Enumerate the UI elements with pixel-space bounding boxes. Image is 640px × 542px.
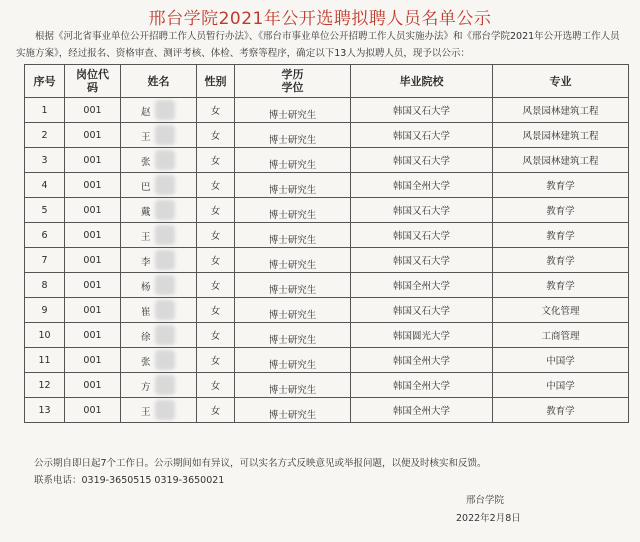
cell-post: 001 xyxy=(65,348,121,373)
cell-post: 001 xyxy=(65,323,121,348)
cell-major: 中国学 xyxy=(493,373,629,398)
intro-paragraph xyxy=(16,28,628,62)
cell-major: 文化管理 xyxy=(493,298,629,323)
cell-school: 韩国圆光大学 xyxy=(351,323,493,348)
redaction-blur xyxy=(155,200,175,220)
cell-gender: 女 xyxy=(197,148,235,173)
cell-edu xyxy=(235,298,351,323)
cell-name xyxy=(121,398,197,423)
table-row xyxy=(25,323,629,348)
cell-edu xyxy=(235,148,351,173)
cell-edu xyxy=(235,273,351,298)
cell-major: 教育学 xyxy=(493,398,629,423)
cell-gender: 女 xyxy=(197,348,235,373)
redaction-blur xyxy=(155,325,175,345)
table-row xyxy=(25,173,629,198)
cell-no: 13 xyxy=(25,398,65,423)
cell-major: 教育学 xyxy=(493,273,629,298)
cell-no: 12 xyxy=(25,373,65,398)
cell-edu xyxy=(235,98,351,123)
edu-text: 博士研究生 xyxy=(268,110,317,121)
footer-contact: 联系电话：0319-3650515 0319-3650021 xyxy=(34,475,225,486)
cell-name xyxy=(121,298,197,323)
edu-text: 博士研究生 xyxy=(268,160,317,171)
cell-major: 教育学 xyxy=(493,223,629,248)
cell-post: 001 xyxy=(65,198,121,223)
header-school: 毕业院校 xyxy=(351,65,493,98)
cell-school: 韩国全州大学 xyxy=(351,398,493,423)
name-text: 李 xyxy=(141,257,151,268)
cell-edu xyxy=(235,173,351,198)
edu-text: 博士研究生 xyxy=(268,260,317,271)
cell-gender: 女 xyxy=(197,273,235,298)
name-text: 戴 xyxy=(141,207,151,218)
cell-name xyxy=(121,123,197,148)
table-row xyxy=(25,273,629,298)
cell-gender: 女 xyxy=(197,298,235,323)
cell-post: 001 xyxy=(65,98,121,123)
edu-text: 博士研究生 xyxy=(268,210,317,221)
name-text: 王 xyxy=(141,132,151,143)
edu-text: 博士研究生 xyxy=(268,285,317,296)
cell-gender: 女 xyxy=(197,98,235,123)
redaction-blur xyxy=(155,300,175,320)
name-text: 杨 xyxy=(141,282,151,293)
name-text: 王 xyxy=(141,407,151,418)
cell-edu xyxy=(235,223,351,248)
redaction-blur xyxy=(155,150,175,170)
name-text: 崔 xyxy=(141,307,151,318)
cell-name xyxy=(121,223,197,248)
table-row xyxy=(25,398,629,423)
cell-no: 2 xyxy=(25,123,65,148)
edu-text: 博士研究生 xyxy=(268,235,317,246)
table-row xyxy=(25,123,629,148)
cell-no: 5 xyxy=(25,198,65,223)
edu-text: 博士研究生 xyxy=(268,335,317,346)
cell-post: 001 xyxy=(65,123,121,148)
cell-edu xyxy=(235,373,351,398)
redaction-blur xyxy=(155,100,175,120)
redaction-blur xyxy=(155,350,175,370)
cell-post: 001 xyxy=(65,173,121,198)
cell-edu xyxy=(235,398,351,423)
cell-post: 001 xyxy=(65,248,121,273)
cell-gender: 女 xyxy=(197,198,235,223)
header-name: 姓名 xyxy=(121,65,197,98)
edu-text: 博士研究生 xyxy=(268,185,317,196)
footer-period: 公示期自即日起7个工作日。公示期间如有异议，可以实名方式反映意见或举报问题，以便及时核实和反馈。 xyxy=(34,458,487,469)
candidate-table xyxy=(24,64,629,423)
cell-edu xyxy=(235,348,351,373)
name-text: 徐 xyxy=(141,332,151,343)
cell-no: 4 xyxy=(25,173,65,198)
cell-edu xyxy=(235,323,351,348)
cell-no: 3 xyxy=(25,148,65,173)
cell-major: 工商管理 xyxy=(493,323,629,348)
cell-post: 001 xyxy=(65,273,121,298)
cell-school: 韩国又石大学 xyxy=(351,248,493,273)
header-gender: 性别 xyxy=(197,65,235,98)
cell-gender: 女 xyxy=(197,323,235,348)
name-text: 王 xyxy=(141,232,151,243)
table-row xyxy=(25,198,629,223)
cell-school: 韩国全州大学 xyxy=(351,173,493,198)
edu-text: 博士研究生 xyxy=(268,310,317,321)
redaction-blur xyxy=(155,400,175,420)
edu-text: 博士研究生 xyxy=(268,135,317,146)
redaction-blur xyxy=(155,375,175,395)
cell-edu xyxy=(235,248,351,273)
cell-post: 001 xyxy=(65,373,121,398)
cell-major: 教育学 xyxy=(493,248,629,273)
header-no: 序号 xyxy=(25,65,65,98)
cell-major: 中国学 xyxy=(493,348,629,373)
cell-name xyxy=(121,148,197,173)
table-row xyxy=(25,298,629,323)
cell-name xyxy=(121,323,197,348)
table-row xyxy=(25,223,629,248)
cell-gender: 女 xyxy=(197,248,235,273)
cell-school: 韩国全州大学 xyxy=(351,348,493,373)
cell-post: 001 xyxy=(65,398,121,423)
cell-post: 001 xyxy=(65,298,121,323)
cell-school: 韩国又石大学 xyxy=(351,148,493,173)
redaction-blur xyxy=(155,175,175,195)
cell-gender: 女 xyxy=(197,398,235,423)
redaction-blur xyxy=(155,250,175,270)
header-major: 专业 xyxy=(493,65,629,98)
cell-name xyxy=(121,273,197,298)
cell-name xyxy=(121,198,197,223)
redaction-blur xyxy=(155,275,175,295)
header-post: 岗位代码 xyxy=(65,65,121,98)
cell-no: 11 xyxy=(25,348,65,373)
cell-name xyxy=(121,98,197,123)
cell-post: 001 xyxy=(65,223,121,248)
cell-major: 风景园林建筑工程 xyxy=(493,98,629,123)
cell-school: 韩国全州大学 xyxy=(351,373,493,398)
page-title: 邢台学院2021年公开选聘拟聘人员名单公示 xyxy=(148,9,492,29)
cell-no: 1 xyxy=(25,98,65,123)
cell-no: 6 xyxy=(25,223,65,248)
name-text: 张 xyxy=(141,157,151,168)
cell-major: 教育学 xyxy=(493,198,629,223)
cell-gender: 女 xyxy=(197,173,235,198)
cell-no: 8 xyxy=(25,273,65,298)
cell-no: 7 xyxy=(25,248,65,273)
cell-major: 教育学 xyxy=(493,173,629,198)
name-text: 方 xyxy=(141,382,151,393)
cell-major: 风景园林建筑工程 xyxy=(493,123,629,148)
cell-post: 001 xyxy=(65,148,121,173)
name-text: 巴 xyxy=(141,182,151,193)
cell-name xyxy=(121,348,197,373)
cell-edu xyxy=(235,198,351,223)
cell-school: 韩国全州大学 xyxy=(351,273,493,298)
table-header-row xyxy=(25,65,629,98)
signature-date: 2022年2月8日 xyxy=(456,513,521,524)
redaction-blur xyxy=(155,125,175,145)
cell-no: 9 xyxy=(25,298,65,323)
cell-school: 韩国又石大学 xyxy=(351,198,493,223)
cell-name xyxy=(121,248,197,273)
cell-school: 韩国又石大学 xyxy=(351,223,493,248)
table-row xyxy=(25,348,629,373)
redaction-blur xyxy=(155,225,175,245)
name-text: 赵 xyxy=(141,107,151,118)
cell-gender: 女 xyxy=(197,223,235,248)
edu-text: 博士研究生 xyxy=(268,410,317,421)
header-edu: 学历学位 xyxy=(235,65,351,98)
footer-notes xyxy=(34,455,624,489)
table-row xyxy=(25,148,629,173)
cell-school: 韩国又石大学 xyxy=(351,98,493,123)
edu-text: 博士研究生 xyxy=(268,385,317,396)
signature-org: 邢台学院 xyxy=(466,495,505,506)
intro-text: 根据《河北省事业单位公开招聘工作人员暂行办法》、《邢台市事业单位公开招聘工作人员实施办法》和《邢台学院2021年公开选聘工作人员实施方案》，经过报名、资格审查、测评考核、体检、考察等程序，确定以下13人为拟聘人员，现予以公示： xyxy=(16,31,620,59)
table-row xyxy=(25,98,629,123)
cell-edu xyxy=(235,123,351,148)
name-text: 张 xyxy=(141,357,151,368)
table-row xyxy=(25,248,629,273)
cell-school: 韩国又石大学 xyxy=(351,123,493,148)
cell-name xyxy=(121,373,197,398)
cell-school: 韩国又石大学 xyxy=(351,298,493,323)
cell-gender: 女 xyxy=(197,373,235,398)
cell-gender: 女 xyxy=(197,123,235,148)
cell-name xyxy=(121,173,197,198)
cell-no: 10 xyxy=(25,323,65,348)
table-row xyxy=(25,373,629,398)
edu-text: 博士研究生 xyxy=(268,360,317,371)
cell-major: 风景园林建筑工程 xyxy=(493,148,629,173)
